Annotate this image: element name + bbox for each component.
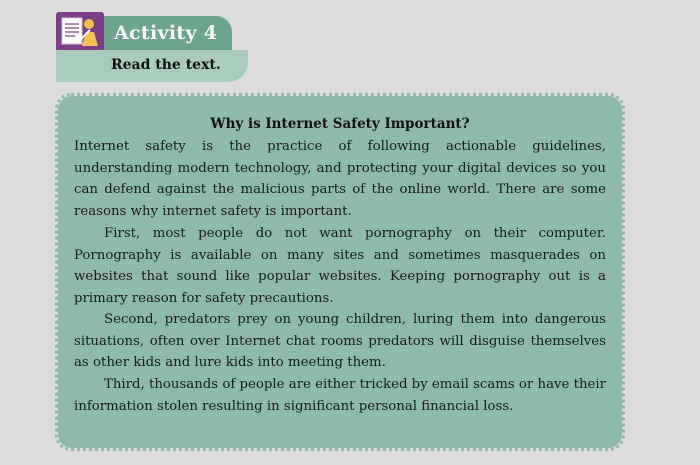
reading-title: Why is Internet Safety Important?	[210, 116, 470, 132]
writing-activity-icon	[56, 12, 104, 52]
paragraph-second-reason: Second, predators prey on young children, luring them into dangerous situations, often over Internet chat rooms predators will disguise themselves as other kids and lure kids into meeting them.	[74, 312, 606, 371]
paragraph-third-reason: Third, thousands of people are either tricked by email scams or have their information stolen resulting in significant personal financial loss.	[74, 377, 607, 414]
reading-card	[58, 96, 622, 448]
paragraph-intro: Internet safety is the practice of following actionable guidelines, understanding modern technology, and protecting your digital devices so you can defend against the malicious parts of the online world. There are some reasons why internet safety is important.	[74, 139, 606, 219]
instruction-text: Read the text.	[111, 57, 221, 73]
activity-label: Activity 4	[104, 16, 232, 50]
paragraph-first-reason: First, most people do not want pornography on their computer. Pornography is available on many sites and sometimes masquerades on websites that sound like popular websites. Keeping pornography out is a primary reason for safety precautions.	[74, 226, 606, 306]
